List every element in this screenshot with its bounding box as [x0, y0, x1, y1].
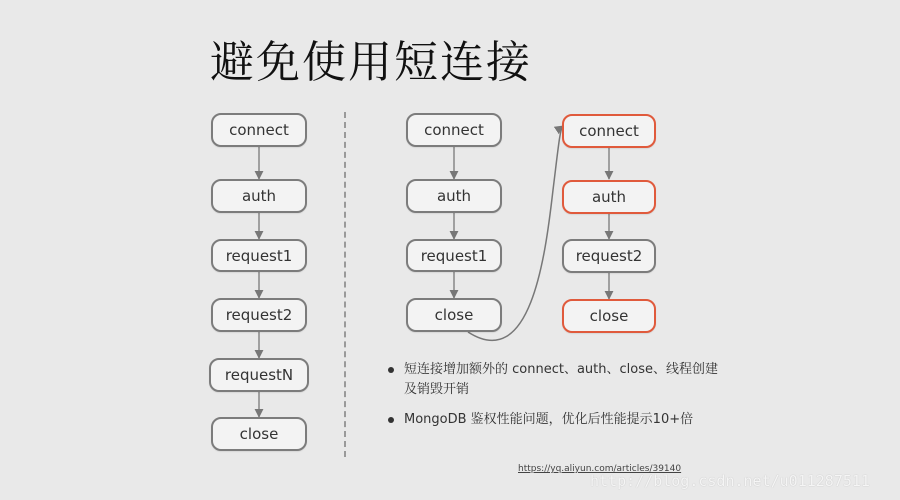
left-node-request1: request1 [211, 239, 307, 272]
right-node-connect: connect [562, 114, 656, 148]
column-divider [344, 112, 346, 457]
bullet-item [386, 410, 726, 430]
bullet-dot-icon [388, 417, 394, 423]
mid-node-auth: auth [406, 179, 502, 213]
watermark: http://blog.csdn.net/u011287511 [590, 472, 870, 490]
mid-node-request1: request1 [406, 239, 502, 272]
left-node-connect: connect [211, 113, 307, 147]
left-node-close: close [211, 417, 307, 451]
left-node-auth: auth [211, 179, 307, 213]
slide-title: 避免使用短连接 [210, 37, 532, 88]
source-link[interactable]: https://yq.aliyun.com/articles/39140 [518, 464, 682, 474]
left-node-request2: request2 [211, 298, 307, 332]
bullet-text-1: 短连接增加额外的 connect、auth、close、线程创建及销毁开销 [404, 362, 718, 397]
bullet-list [386, 360, 726, 440]
mid-node-connect: connect [406, 113, 502, 147]
bullet-text-2: MongoDB 鉴权性能问题，优化后性能提示10+倍 [404, 412, 694, 427]
right-node-request2: request2 [562, 239, 656, 273]
mid-node-close: close [406, 298, 502, 332]
right-node-close: close [562, 299, 656, 333]
bullet-dot-icon [388, 367, 394, 373]
right-node-auth: auth [562, 180, 656, 214]
bullet-item [386, 360, 726, 400]
left-node-requestN: requestN [209, 358, 309, 392]
